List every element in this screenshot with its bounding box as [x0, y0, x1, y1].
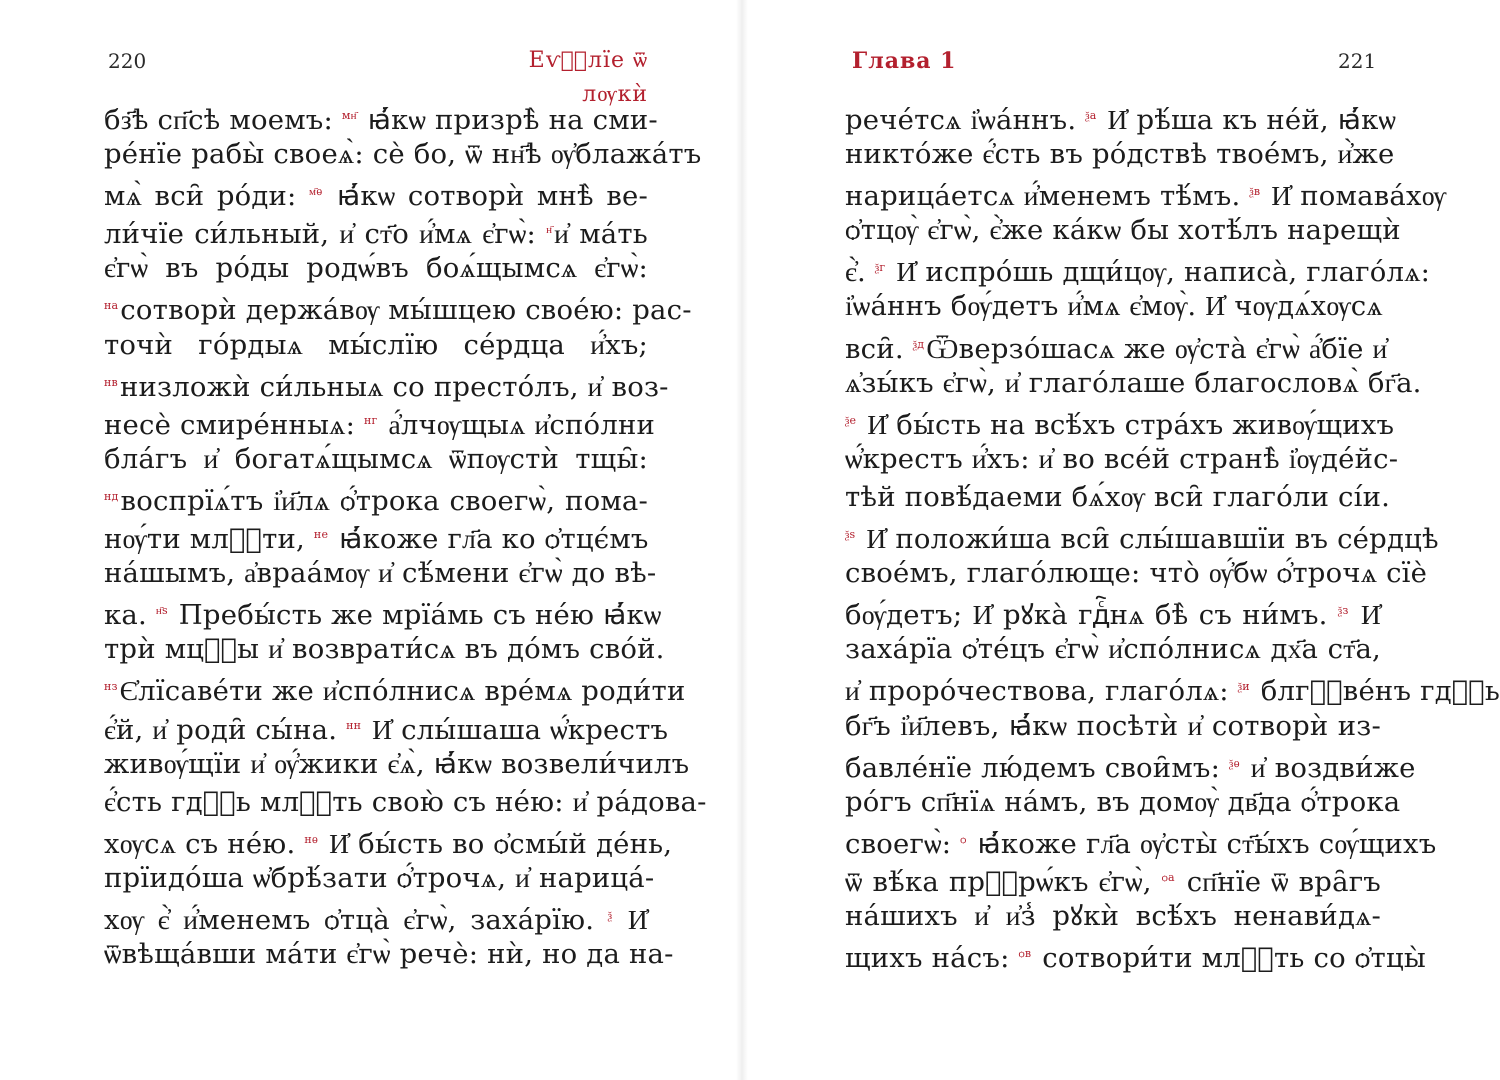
text-line — [104, 935, 674, 973]
text-line — [845, 554, 1428, 592]
text-segment: ѿвѣща́вши ма́ти є҆гѡ̀ речѐ: нѝ, но да на- — [104, 938, 674, 971]
text-line — [104, 821, 673, 860]
right-page — [742, 0, 1500, 1080]
text-segment: сп҃нїе ѿ вра̑гъ — [1176, 865, 1381, 898]
text-segment: а҆́лчѹщыѧ и҆спо́лни — [379, 408, 656, 441]
verse-number: не — [313, 528, 329, 542]
text-line — [845, 326, 1388, 365]
text-line — [104, 173, 648, 211]
verse-number: ѯв — [1249, 185, 1261, 199]
text-line — [104, 783, 707, 821]
verse-number: ѯз — [1337, 604, 1349, 618]
text-segment: И҆ бы́сть во ѻ҆смы́й де́нь, — [320, 827, 673, 860]
text-segment: свое́мъ, глаго́люще: что̀ ѹ҆́бѡ ѻ҆́трочѧ сїѐ — [845, 557, 1428, 590]
text-segment: никто́же є҆́сть въ ро́дствѣ твое́мъ, и҆̀же — [845, 138, 1395, 171]
text-line — [845, 745, 1416, 784]
text-segment: мѧ̀ вси̑ ро́ди: — [104, 180, 310, 213]
verse-number: нд — [104, 489, 119, 503]
text-segment: ро́гъ сп҃нїѧ на́мъ, въ домѹ̀ дв҃да ѻ҆́трока — [845, 785, 1401, 818]
text-segment: щихъ на́съ: — [845, 942, 1019, 975]
text-line — [104, 440, 648, 478]
verse-number: ѯи — [1237, 680, 1250, 694]
text-segment: И҆ помава́хѹ — [1262, 180, 1447, 213]
verse-number: ѯг — [874, 261, 886, 275]
text-line — [104, 630, 665, 668]
page-number-left: 220 — [108, 49, 147, 73]
verse-number: нв — [104, 375, 118, 389]
text-segment: и҆ ма́ть — [554, 218, 648, 251]
text-segment: є҆́й, и҆ роди̑ сы́на. — [104, 713, 347, 746]
text-segment: бѹ́детъ; И҆ рꙋка̀ гдⷭ҇нѧ бѣ̀ съ ни́мъ. — [845, 599, 1338, 632]
text-line — [845, 402, 1395, 441]
text-line — [845, 935, 1426, 975]
text-segment: несѐ смире́нныѧ: — [104, 408, 364, 441]
text-segment: Ѿверзо́шасѧ же ѹ҆ста̀ є҆гѡ̀ а҆́бїе и҆ — [926, 332, 1388, 365]
text-segment: И҆ — [1350, 599, 1381, 632]
text-line — [845, 173, 1447, 213]
verse-number: м҃ѳ — [309, 185, 323, 199]
text-segment: і҆ѡа́ннъ бѹ́детъ и҆́мѧ є҆мѹ̀. И҆ чѹдѧ́хѹсѧ — [845, 290, 1383, 323]
verse-number: ѯ — [607, 908, 613, 922]
text-line — [104, 249, 648, 287]
verse-number: ѯа — [1085, 109, 1097, 122]
text-line — [104, 516, 648, 554]
text-line — [845, 630, 1381, 668]
text-line — [845, 478, 1391, 516]
text-segment: И҆ рѣ́ша къ не́й, ꙗ҆́кѡ — [1098, 104, 1397, 136]
text-segment: хѹсѧ съ не́ю. — [104, 827, 305, 860]
text-segment: воспрїѧ́тъ і҆и҃лѧ ѻ҆́трока своегѡ̀, пома- — [120, 484, 648, 517]
text-segment: И҆ испро́шь дщи́цѹ, написа̀, глаго́лѧ: — [887, 256, 1431, 289]
text-segment: точѝ го́рдыѧ мы́слїю се́рдца и҆́хъ; — [104, 328, 648, 361]
running-head-left: Еѵⷢ҇лїе ѿ лѹкѝ — [528, 48, 648, 107]
text-segment: прїидо́ша ѡ҆брѣ́зати ѻ҆́трочѧ, и҆ нарица́- — [104, 861, 655, 894]
text-segment: И҆ бы́сть на всѣ́хъ стра́хъ живѹ́щихъ — [858, 408, 1395, 441]
text-line — [845, 821, 1437, 860]
text-line — [104, 668, 686, 708]
text-segment: є҆гѡ̀ въ ро́ды родѡ́въ боѧ́щымсѧ є҆гѡ̀: — [104, 252, 648, 285]
verse-number: ѯе — [845, 413, 857, 427]
text-line — [104, 364, 669, 403]
text-segment: ѻ҆тцѹ̀ є҆гѡ̀, є҆̀же ка́кѡ бы хотѣ́лъ нарещѝ — [845, 214, 1401, 247]
text-line — [845, 668, 1500, 708]
text-segment: И҆ — [614, 903, 648, 936]
text-segment: и҆ проро́чествова, глаго́лѧ: — [845, 675, 1238, 708]
text-segment: ꙗ҆́коже гл҃а ко ѻ҆тцє́мъ — [330, 523, 649, 556]
text-line — [845, 592, 1381, 630]
text-line — [104, 326, 648, 364]
text-line — [845, 287, 1381, 325]
text-segment: и҆ воздви́же — [1241, 751, 1416, 784]
text-line — [104, 287, 692, 327]
text-line — [845, 97, 1397, 136]
text-line — [845, 249, 1431, 289]
text-line — [845, 859, 1381, 897]
text-segment: сотворѝ держа́вѹ мы́шцею свое́ю: рас- — [120, 294, 692, 327]
text-segment: низложѝ си́льныѧ со престо́лъ, и҆ воз- — [119, 370, 669, 403]
text-segment: на́шымъ, а҆враа́мѹ и҆ сѣ́мени є҆гѡ̀ до вѣ- — [104, 557, 657, 590]
text-segment: ка. — [104, 599, 156, 632]
text-segment: сотвори́ти млⷭ҇ть со ѻ҆тцы̀ — [1033, 942, 1426, 975]
text-segment: ре́нїе рабы̀ своеѧ̀: сѐ бо, ѿ нн҃ѣ ѹ҆блажа́тъ — [104, 138, 702, 171]
text-segment: вси̑. — [845, 332, 913, 365]
verse-number: ѻ — [960, 832, 967, 846]
text-segment: И҆ положи́ша вси̑ слы́шавшїи въ се́рдцѣ — [857, 523, 1439, 556]
text-segment: тѣй повѣ́даеми бѧ́хѹ вси̑ глаго́ли сі́и. — [845, 480, 1391, 513]
text-line — [104, 897, 648, 935]
running-head-right: Глава 1 — [852, 48, 957, 74]
text-segment: ꙗ҆́кѡ призрѣ̀ на сми- — [358, 104, 658, 136]
text-segment: живѹ́щїи и҆ ѹ҆́жики є҆ѧ̀, ꙗ҆́кѡ возвели́чилъ — [104, 747, 690, 780]
verse-number: н҃ — [546, 223, 553, 237]
text-segment: Пребы́сть же мрїа́мь съ не́ю ꙗ҆́кѡ — [169, 599, 662, 632]
text-line — [104, 592, 662, 632]
text-line — [104, 135, 702, 173]
text-segment: блгⷭ҇ве́нъ гдⷭ҇ь — [1251, 675, 1500, 708]
text-segment: є҆́сть гдⷭ҇ь млⷭ҇ть свою̀ съ не́ю: и҆ ра́дова- — [104, 785, 707, 818]
verse-number: нг — [364, 413, 378, 427]
page-number-right: 221 — [1338, 49, 1377, 73]
verse-number: на — [104, 299, 119, 313]
text-line — [845, 440, 1399, 478]
text-segment: бавле́нїе лю́демъ свои̑мъ: — [845, 751, 1230, 784]
text-line — [104, 554, 657, 592]
text-line — [845, 783, 1401, 821]
verse-number: нѳ — [304, 832, 319, 846]
verse-number: н҃ѕ — [155, 604, 168, 618]
text-line — [845, 211, 1401, 249]
text-segment: на́шихъ и҆ и҆з̾ рꙋкѝ всѣ́хъ ненави́дѧ- — [845, 899, 1381, 932]
verse-number: нн — [346, 718, 362, 732]
text-segment: ꙗ҆́коже гл҃а ѹ҆сты̀ ст҃ы́хъ сѹ́щихъ — [968, 827, 1437, 860]
text-line — [104, 211, 648, 249]
text-segment: хѹ є҆̀ и҆́менемъ ѻ҆тца̀ є҆гѡ̀, заха́рїю. — [104, 903, 608, 936]
text-line — [845, 897, 1381, 935]
text-segment: ꙗ҆́кѡ сотворѝ мнѣ̀ ве- — [324, 180, 648, 213]
text-column-right — [845, 97, 1500, 975]
verse-number: ѻа — [1161, 870, 1175, 884]
text-segment: ѧ҆зы́къ є҆гѡ̀, и҆ глаго́лаше благословѧ̀ бг҃а. — [845, 366, 1422, 399]
text-segment: трѝ мцⷭ҇ы и҆ возврати́сѧ въ до́мъ сво́й. — [104, 633, 665, 666]
text-segment: нѹ́ти млⷭ҇ти, — [104, 523, 314, 556]
text-line — [104, 859, 655, 897]
verse-number: ѯѳ — [1229, 756, 1240, 770]
text-line — [104, 707, 669, 746]
text-segment: бг҃ъ і҆и҃левъ, ꙗ҆́кѡ посѣтѝ и҆ сотворѝ из- — [845, 709, 1381, 742]
verse-number: нз — [104, 680, 118, 694]
text-segment: Є҆лїсаве́ти же и҆спо́лнисѧ вре́мѧ роди́ти — [119, 675, 686, 708]
text-segment: ѡ҆́крестъ и҆́хъ: и҆ во все́й странѣ̀ і҆ѹде́йс- — [845, 442, 1399, 475]
verse-number: ѯѕ — [845, 528, 856, 542]
text-segment: бз҃ѣ сп҃сѣ моемъ: — [104, 104, 342, 136]
text-segment: рече́тсѧ і҆ѡа́ннъ. — [845, 104, 1086, 136]
text-line — [104, 402, 656, 441]
text-segment: И҆ слы́шаша ѡ҆́крестъ — [363, 713, 669, 746]
text-line — [104, 745, 690, 783]
text-segment: заха́рїа ѻ҆те́цъ є҆гѡ̀ и҆спо́лнисѧ дх҃а ст҃а, — [845, 633, 1381, 666]
text-line — [845, 364, 1422, 402]
text-line — [104, 97, 658, 136]
text-line — [845, 135, 1395, 173]
verse-number: мн҃ — [341, 109, 357, 122]
text-segment: ѿ вѣ́ка прⷪ҇рѡ́къ є҆гѡ̀, — [845, 865, 1162, 898]
text-segment: бла́гъ и҆ богатѧ́щымсѧ ѿпѹстѝ тщы̑: — [104, 442, 648, 475]
left-page — [0, 0, 742, 1080]
text-segment: ли́чїе си́льный, и҆ ст҃о и҆́мѧ є҆гѡ̀: — [104, 218, 547, 251]
text-line — [845, 516, 1439, 556]
text-segment: є҆̀. — [845, 256, 875, 289]
verse-number: ѻв — [1018, 947, 1032, 961]
verse-number: ѯд — [912, 337, 925, 351]
text-segment: нарица́етсѧ и҆́менемъ тѣ́мъ. — [845, 180, 1250, 213]
text-line — [104, 478, 648, 516]
text-column-left — [104, 97, 707, 973]
text-line — [845, 707, 1381, 745]
text-segment: своегѡ̀: — [845, 827, 961, 860]
